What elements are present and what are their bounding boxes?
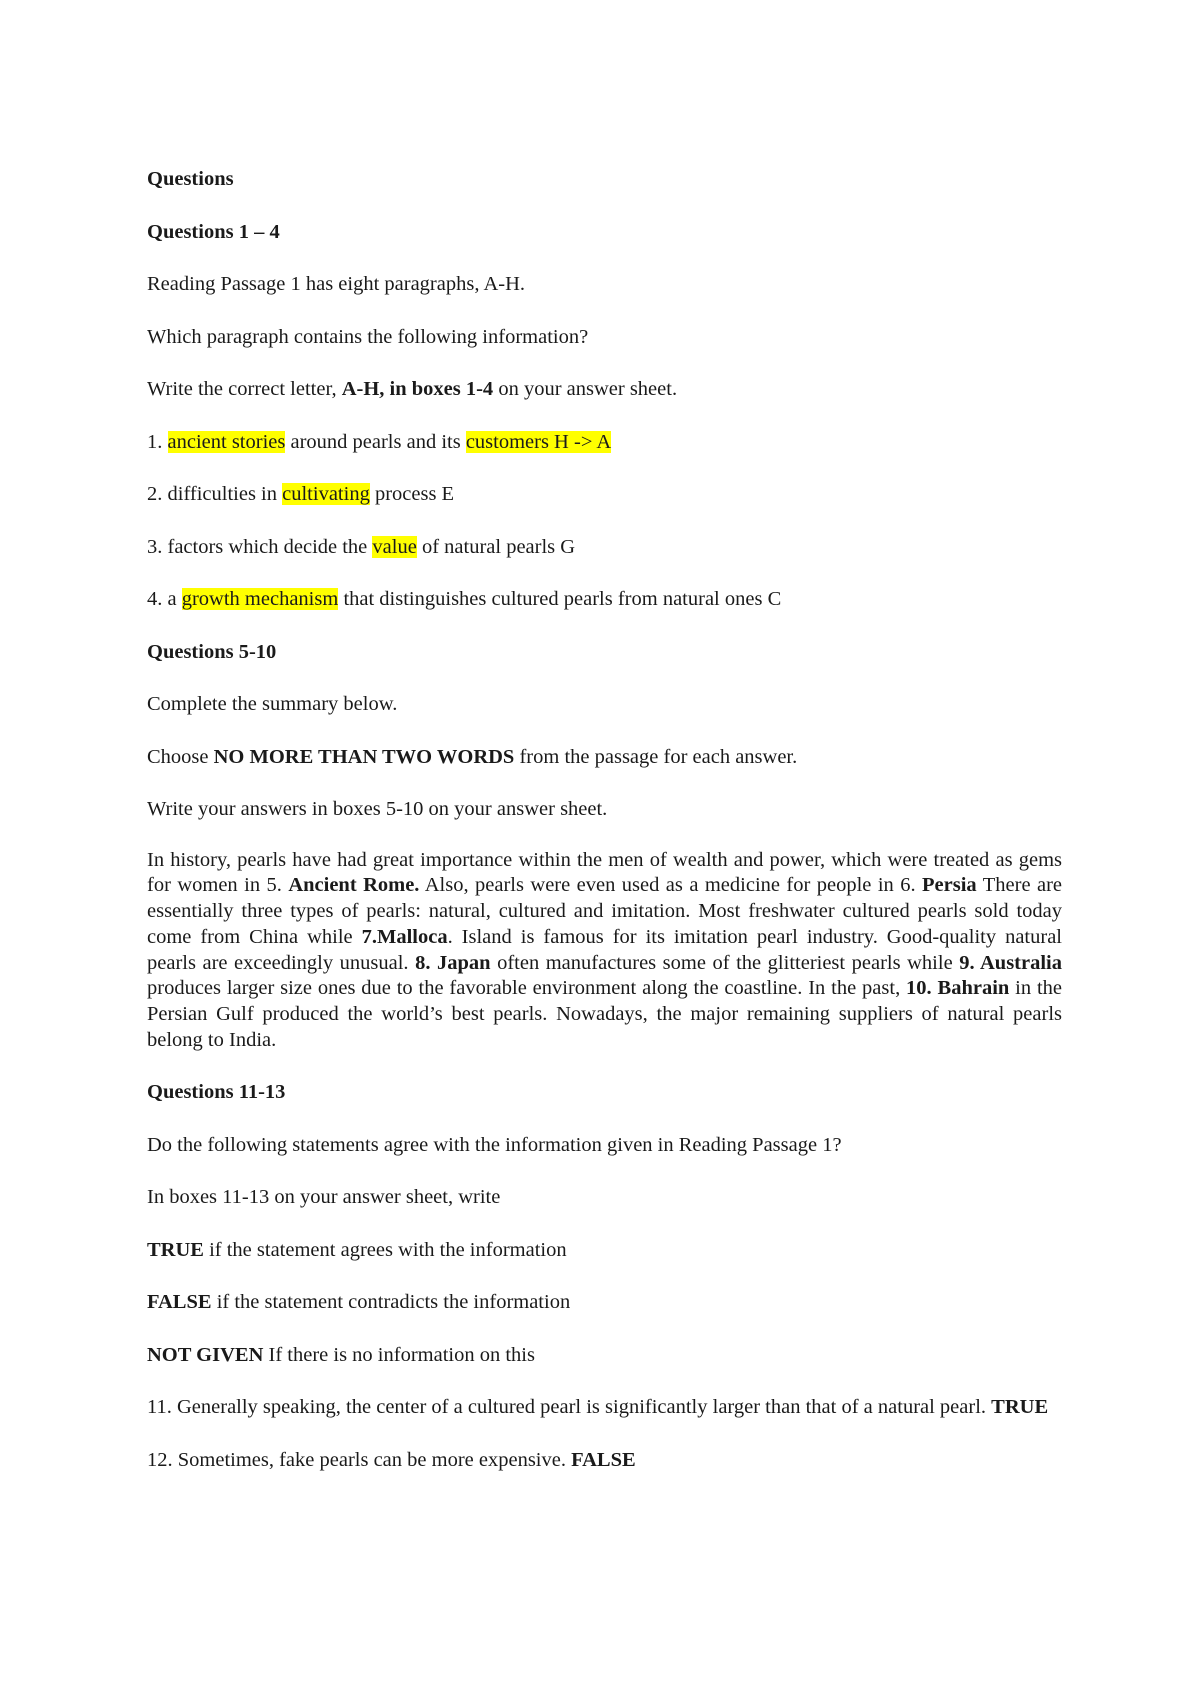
section-heading-1-4: Questions 1 – 4 [147,220,280,243]
option-label: FALSE [147,1291,212,1314]
option-false [147,1288,1062,1316]
option-text: if the statement contradicts the information [211,1291,571,1314]
question-item-1 [147,428,1062,456]
item-text: around pearls and its [285,430,466,453]
section-heading-5-10: Questions 5-10 [147,640,277,663]
option-not-given [147,1341,1062,1369]
item-text: of natural pearls G [416,535,576,558]
document-page [147,165,1062,1498]
instruction-text: on your answer sheet. [493,378,678,400]
highlighted-text: customers H -> A [465,430,612,453]
statement-12 [147,1446,1062,1474]
summary-text: In history, pearls have had great importance within the men of wealth and power, which were treated as gems for women in 5. [147,848,1062,897]
highlighted-text: cultivating [282,483,370,505]
section2-instruction: Write your answers in boxes 5-10 on your answer sheet. [147,798,608,820]
option-label: TRUE [147,1238,204,1261]
statement-answer: TRUE [991,1396,1049,1419]
section3-instruction: In boxes 11-13 on your answer sheet, write [147,1186,501,1209]
section2-choose [147,743,1062,771]
question-item-2 [147,480,1062,508]
instruction-bold: A-H, in boxes 1-4 [341,378,494,400]
answer-6: Persia [922,874,977,897]
item-text: process E [369,483,455,505]
summary-text: produces larger size ones due to the favorable environment along the coastline. In the past, [147,977,907,1000]
summary-text: in the Persian Gulf produced the world’s best pearls. Nowadays, the major remaining suppliers of natural pearls belong to India. [147,977,1062,1052]
summary-text: Also, pearls were even used as a medicine for people in 6. [419,874,923,897]
summary-text: often manufactures some of the glitteriest pearls while [490,951,960,974]
highlighted-text: ancient stories [167,430,286,453]
answer-7: 7.Malloca [361,925,448,948]
section-heading-11-13: Questions 11-13 [147,1081,286,1104]
option-true [147,1236,1062,1264]
answer-10: 10. Bahrain [906,977,1010,1000]
item-text: 3. factors which decide the [147,535,373,558]
choose-text: from the passage for each answer. [514,745,798,768]
question-item-4 [147,585,1062,613]
document-title: Questions [147,168,234,190]
answer-5: Ancient Rome. [288,874,420,897]
section1-question: Which paragraph contains the following information? [147,325,589,348]
option-label: NOT GIVEN [147,1343,264,1366]
item-text: 1. [147,430,168,453]
answer-8: 8. Japan [415,951,491,974]
section2-intro: Complete the summary below. [147,693,398,715]
question-item-3 [147,533,1062,561]
option-text: if the statement agrees with the information [203,1238,567,1261]
section3-question: Do the following statements agree with the information given in Reading Passage 1? [147,1133,842,1156]
answer-9: 9. Australia [959,951,1062,974]
choose-text: Choose [147,745,214,768]
statement-text: 11. Generally speaking, the center of a cultured pearl is significantly larger than that of a natural pearl. [147,1396,992,1419]
statement-answer: FALSE [571,1448,636,1471]
item-text: that distinguishes cultured pearls from natural ones C [338,588,782,610]
summary-text: . Island is famous for its imitation pearl industry. Good-quality natural pearls are exceedingly unusual. [147,925,1062,974]
instruction-text: Write the correct letter, [147,378,342,400]
summary-paragraph [147,848,1062,1054]
summary-text: There are essentially three types of pearls: natural, cultured and imitation. Most freshwater cultured pearls sold today come from China while [147,874,1063,948]
highlighted-text: value [372,535,417,558]
choose-bold: NO MORE THAN TWO WORDS [213,745,515,768]
section1-intro: Reading Passage 1 has eight paragraphs, A-H. [147,273,526,295]
statement-text: 12. Sometimes, fake pearls can be more expensive. [147,1448,572,1471]
statement-11 [147,1393,1062,1421]
item-text: 2. difficulties in [147,483,283,505]
item-text: 4. a [147,588,182,610]
section1-instruction [147,375,1062,403]
highlighted-text: growth mechanism [181,588,339,610]
option-text: If there is no information on this [263,1343,535,1366]
